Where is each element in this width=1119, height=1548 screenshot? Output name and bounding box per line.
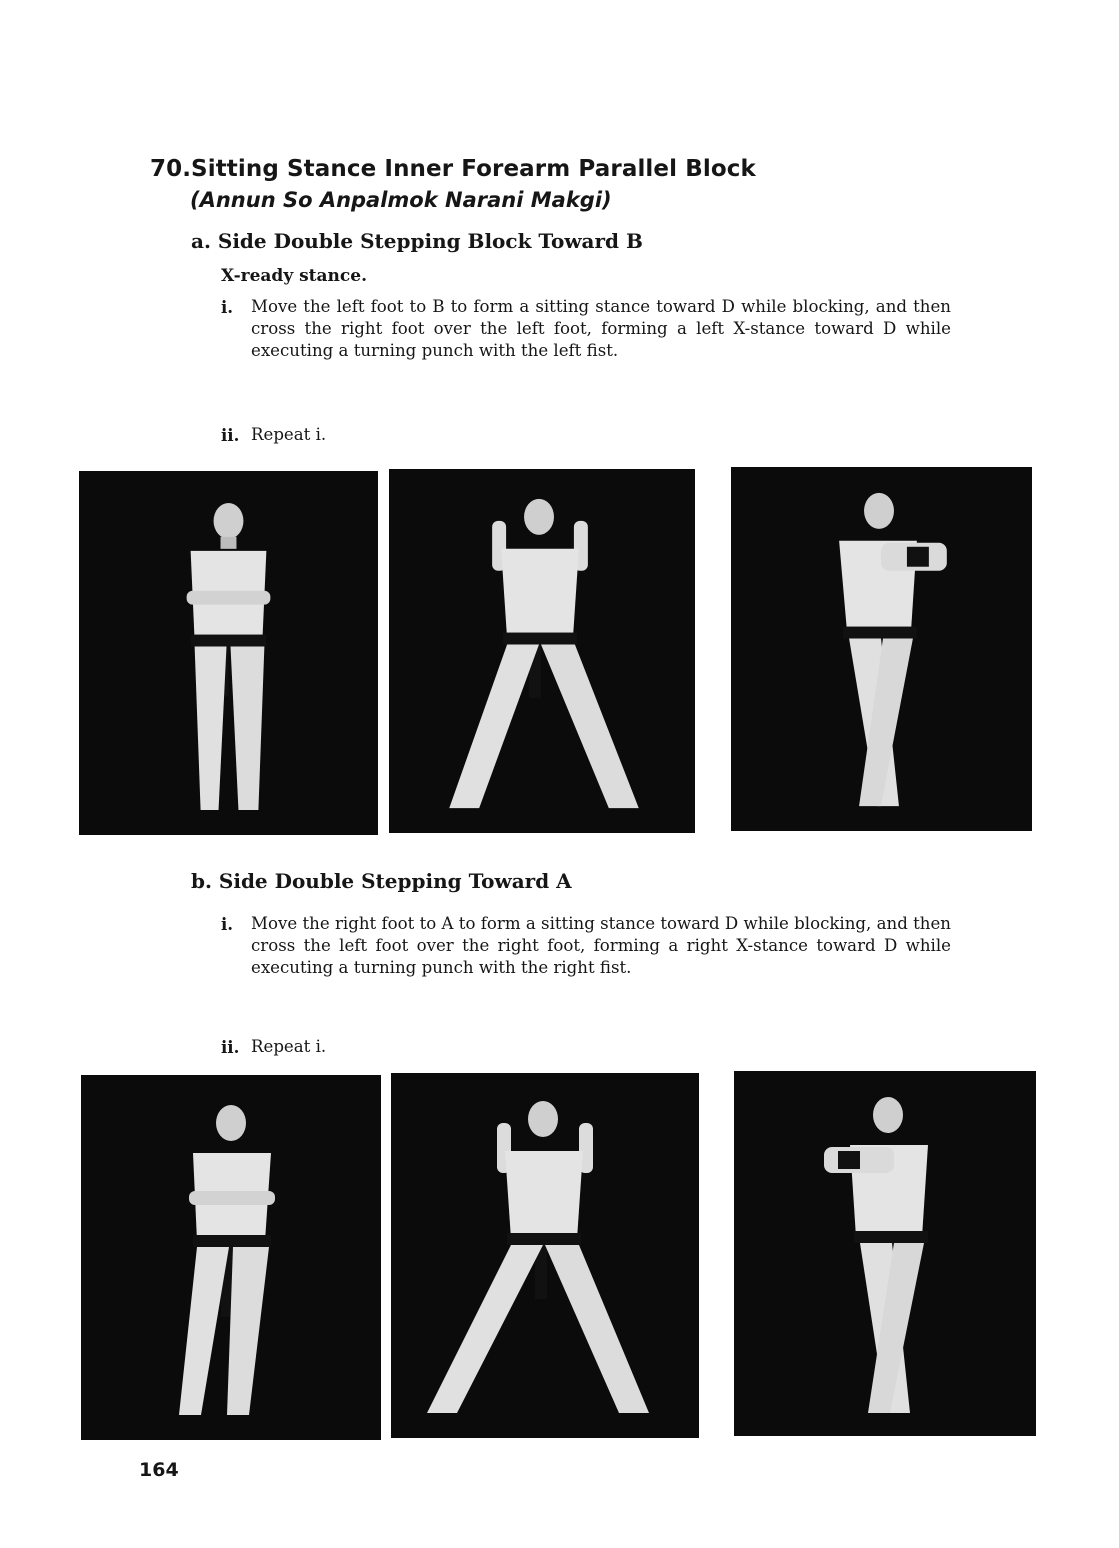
photo-left-x-stance-punch (731, 467, 1032, 831)
part-b-heading: b. Side Double Stepping Toward A (191, 869, 572, 893)
part-b-step-2 (221, 1036, 951, 1058)
step-number: ii. (221, 1037, 240, 1057)
photo-x-ready-stance-b (81, 1075, 381, 1440)
step-text: Repeat i. (251, 1037, 327, 1056)
figure-sitting-block (389, 469, 695, 833)
step-number: i. (221, 914, 234, 934)
part-a-step-2 (221, 424, 951, 446)
part-b-step-1 (221, 913, 951, 979)
figure-x-stance-punch (731, 467, 1032, 831)
step-number: ii. (221, 425, 240, 445)
photo-x-ready-stance-a (79, 471, 378, 835)
part-a-step-1 (221, 296, 951, 362)
section-subtitle: (Annun So Anpalmok Narani Makgi) (190, 188, 612, 212)
part-a-heading: a. Side Double Stepping Block Toward B (191, 229, 643, 253)
step-text: Move the right foot to A to form a sitting stance toward D while blocking, and then cross the left foot over the right foot, forming a right X-stance toward D while executing a turning punch with the right fist. (251, 914, 951, 977)
figure-x-ready (81, 1075, 381, 1440)
figure-sitting-block (391, 1073, 699, 1438)
part-a-ready-stance: X-ready stance. (221, 266, 367, 286)
step-text: Repeat i. (251, 425, 327, 444)
figure-x-stance-punch (734, 1071, 1036, 1436)
photo-sitting-stance-block-a (389, 469, 695, 833)
section-title: 70.Sitting Stance Inner Forearm Parallel Block (150, 156, 756, 182)
step-number: i. (221, 297, 234, 317)
page-number: 164 (139, 1459, 179, 1481)
photo-right-x-stance-punch (734, 1071, 1036, 1436)
step-text: Move the left foot to B to form a sitting stance toward D while blocking, and then cross the right foot over the left foot, forming a left X-stance toward D while executing a turning punch with the left fist. (251, 297, 951, 360)
figure-x-ready (79, 471, 378, 835)
photo-sitting-stance-block-b (391, 1073, 699, 1438)
